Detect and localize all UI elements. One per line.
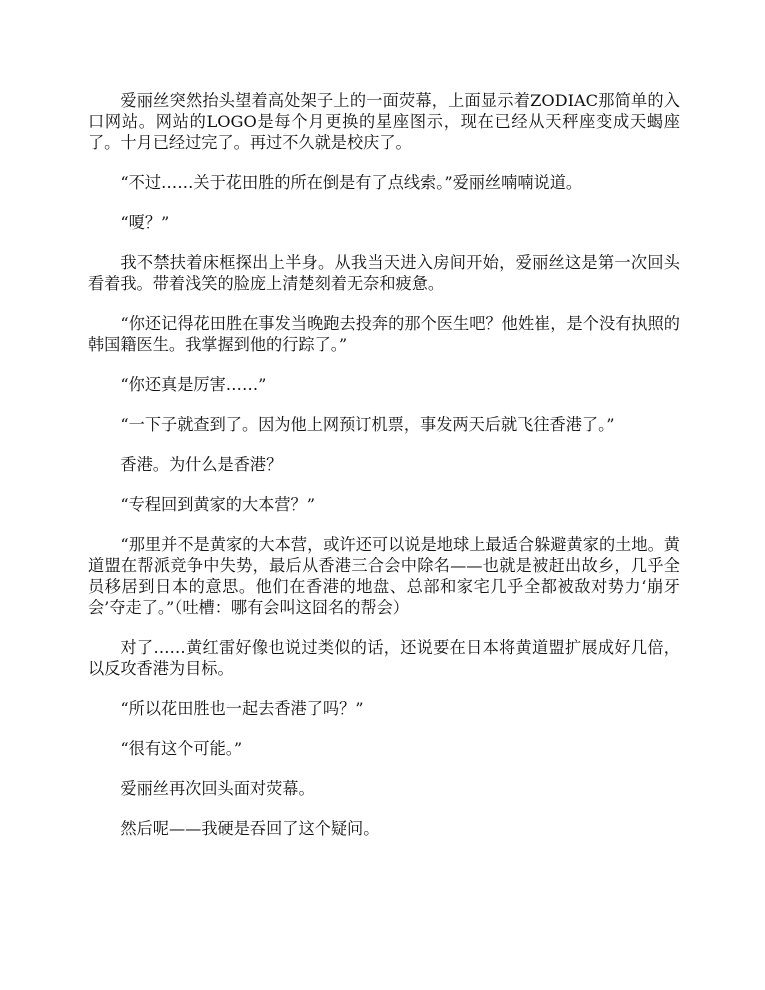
paragraph: “很有这个可能。” <box>120 739 243 758</box>
paragraph: 香港。为什么是香港？ <box>120 455 283 474</box>
paragraph: 对了……黄红雷好像也说过类似的话，还说要在日本将黄道盟扩展成好几倍，以反攻香港为目标。 <box>88 638 680 678</box>
paragraph: 我不禁扶着床框探出上半身。从我当天进入房间开始，爱丽丝这是第一次回头看着我。带着浅笑的脸庞上清楚刻着无奈和疲惫。 <box>88 253 680 293</box>
paragraph: 爱丽丝再次回头面对荧幕。 <box>120 779 315 798</box>
paragraph: “你还真是厉害……” <box>120 375 267 394</box>
paragraph: “不过……关于花田胜的所在倒是有了点线索。”爱丽丝喃喃说道。 <box>120 173 583 192</box>
paragraph: 爱丽丝突然抬头望着高处架子上的一面荧幕，上面显示着ZODIAC那简单的入口网站。网站的LOGO是每个月更换的星座图示，现在已经从天秤座变成天蝎座了。十月已经过完了。再过不久就是校庆了。 <box>88 91 680 152</box>
paragraph: “专程回到黄家的大本营？” <box>120 495 316 514</box>
paragraph: 然后呢——我硬是吞回了这个疑问。 <box>120 819 380 838</box>
document-body <box>88 90 680 858</box>
paragraph: “一下子就查到了。因为他上网预订机票，事发两天后就飞往香港了。” <box>120 415 615 434</box>
paragraph: “你还记得花田胜在事发当晚跑去投奔的那个医生吧？他姓崔，是个没有执照的韩国籍医生。我掌握到他的行踪了。” <box>88 314 680 354</box>
paragraph: “那里并不是黄家的大本营，或许还可以说是地球上最适合躲避黄家的土地。黄道盟在帮派竞争中失势，最后从香港三合会中除名——也就是被赶出故乡，几乎全员移居到日本的意思。他们在香港的地盘、总部和家宅几乎全都被敌对势力‘崩牙会’夺走了。”（吐槽：哪有会叫这囧名的帮会） <box>88 535 680 617</box>
paragraph: “所以花田胜也一起去香港了吗？” <box>120 699 364 718</box>
paragraph: “嗄？” <box>120 213 170 232</box>
